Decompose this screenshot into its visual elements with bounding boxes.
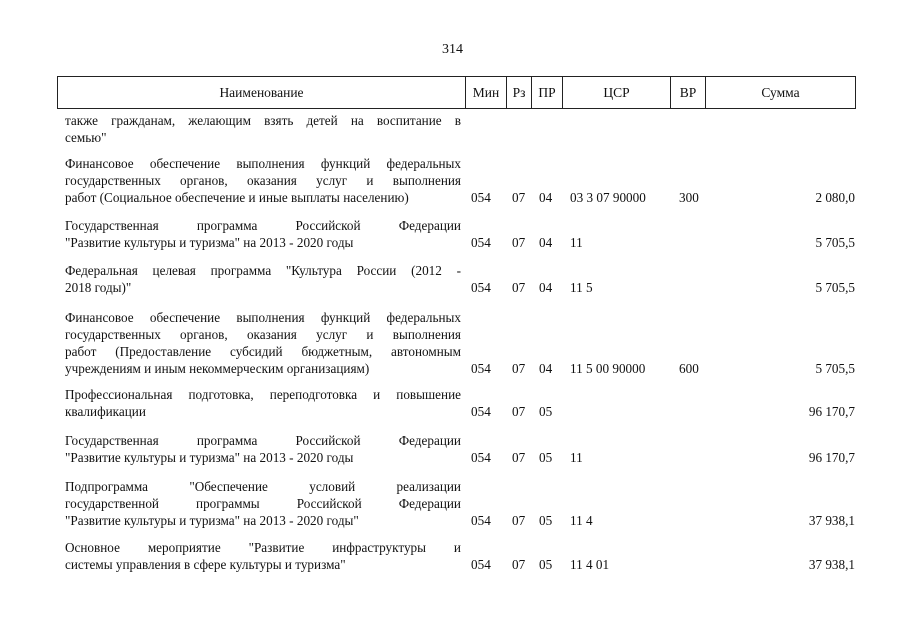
row-name: [65, 432, 461, 466]
row-name-line: также гражданам, желающим взять детей на воспитание в: [65, 113, 461, 128]
header-vr: ВР: [671, 77, 706, 109]
row-name: [65, 155, 461, 206]
row-sum: 96 170,7: [808, 450, 855, 465]
row-pr: 04: [539, 235, 553, 250]
row-name-line: Основное мероприятие "Развитие инфраструктуры и: [65, 540, 461, 555]
row-name: [65, 112, 461, 146]
row-name-line: работ (Социальное обеспечение и иные выплаты населению): [65, 190, 409, 205]
row-name-line: Федеральная целевая программа "Культура России (2012 -: [65, 263, 461, 278]
header-pr: ПР: [532, 77, 563, 109]
row-name-line: "Развитие культуры и туризма" на 2013 - 2020 годы": [65, 513, 359, 528]
row-name: [65, 478, 461, 529]
row-vr: 600: [679, 361, 699, 376]
row-name-line: Государственная программа Российской Федерации: [65, 433, 461, 448]
row-name-line: государственных органов, оказания услуг и выполнения: [65, 173, 461, 188]
row-name-line: квалификации: [65, 404, 146, 419]
row-pr: 04: [539, 280, 553, 295]
row-name: [65, 539, 461, 573]
row-vr: 300: [679, 190, 699, 205]
row-sum: 37 938,1: [808, 513, 855, 528]
row-name-line: семью": [65, 130, 107, 145]
row-sum: 96 170,7: [808, 404, 855, 419]
row-min: 054: [471, 450, 491, 465]
row-csr: 11 4: [570, 513, 593, 528]
row-name-line: "Развитие культуры и туризма" на 2013 - 2020 годы: [65, 235, 354, 250]
row-pr: 05: [539, 557, 553, 572]
row-name-line: государственных органов, оказания услуг и выполнения: [65, 327, 461, 342]
row-min: 054: [471, 280, 491, 295]
header-name: Наименование: [58, 77, 466, 109]
row-sum: 5 705,5: [815, 280, 855, 295]
row-name-line: "Развитие культуры и туризма" на 2013 - 2020 годы: [65, 450, 354, 465]
row-name: [65, 217, 461, 251]
row-csr: 11: [570, 235, 583, 250]
row-min: 054: [471, 190, 491, 205]
row-pr: 04: [539, 190, 553, 205]
row-sum: 2 080,0: [815, 190, 855, 205]
row-pr: 05: [539, 450, 553, 465]
header-csr: ЦСР: [563, 77, 671, 109]
header-min: Мин: [466, 77, 507, 109]
row-pr: 04: [539, 361, 553, 376]
row-name: [65, 386, 461, 420]
row-pr: 05: [539, 513, 553, 528]
header-rz: Рз: [507, 77, 532, 109]
row-min: 054: [471, 235, 491, 250]
row-name-line: Подпрограмма "Обеспечение условий реализации: [65, 479, 461, 494]
row-rz: 07: [512, 404, 526, 419]
row-name-line: учреждениям и иным некоммерческим организациям): [65, 361, 370, 376]
row-name-line: Финансовое обеспечение выполнения функций федеральных: [65, 156, 461, 171]
row-name: [65, 309, 461, 377]
row-csr: 11 5: [570, 280, 593, 295]
row-name-line: системы управления в сфере культуры и туризма": [65, 557, 346, 572]
row-name: [65, 262, 461, 296]
row-rz: 07: [512, 557, 526, 572]
page-number: 314: [442, 42, 463, 57]
row-name-line: Финансовое обеспечение выполнения функций федеральных: [65, 310, 461, 325]
row-rz: 07: [512, 361, 526, 376]
row-name-line: работ (Предоставление субсидий бюджетным, автономным: [65, 344, 461, 359]
row-name-line: Государственная программа Российской Федерации: [65, 218, 461, 233]
row-name-line: Профессиональная подготовка, переподготовка и повышение: [65, 387, 461, 402]
row-pr: 05: [539, 404, 553, 419]
row-rz: 07: [512, 280, 526, 295]
row-csr: 11 5 00 90000: [570, 361, 646, 376]
row-rz: 07: [512, 190, 526, 205]
row-min: 054: [471, 361, 491, 376]
column-header-table: [57, 76, 856, 109]
row-min: 054: [471, 557, 491, 572]
row-csr: 03 3 07 90000: [570, 190, 646, 205]
row-sum: 37 938,1: [808, 557, 855, 572]
row-rz: 07: [512, 513, 526, 528]
row-rz: 07: [512, 450, 526, 465]
header-sum: Сумма: [706, 77, 856, 109]
row-csr: 11: [570, 450, 583, 465]
row-min: 054: [471, 513, 491, 528]
row-sum: 5 705,5: [815, 235, 855, 250]
row-min: 054: [471, 404, 491, 419]
row-sum: 5 705,5: [815, 361, 855, 376]
row-name-line: 2018 годы)": [65, 280, 132, 295]
row-name-line: государственной программы Российской Федерации: [65, 496, 461, 511]
row-rz: 07: [512, 235, 526, 250]
row-csr: 11 4 01: [570, 557, 610, 572]
